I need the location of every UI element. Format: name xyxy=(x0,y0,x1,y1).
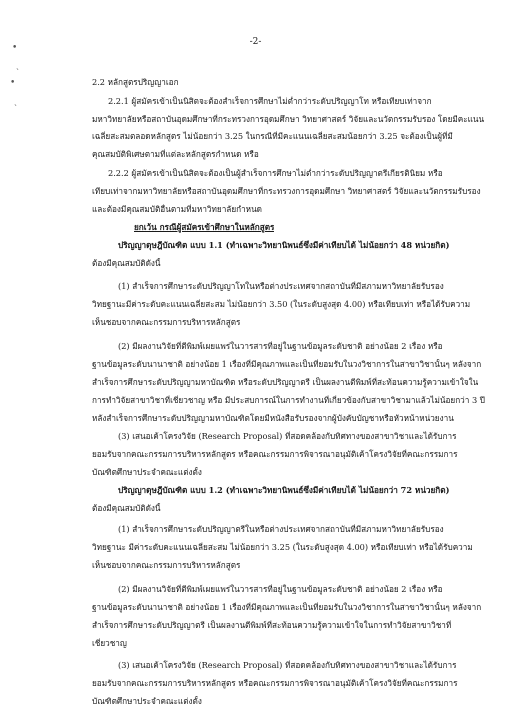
program-heading-1-2: ปริญญาดุษฎีบัณฑิต แบบ 1.2 (ทำเฉพาะวิทยานิพนธ์ซึ่งมีค่าเทียบได้ ไม่น้อยกว่า 72 หน่วยกิต) xyxy=(118,485,450,495)
margin-mark: • xyxy=(10,78,16,88)
paragraph-line: (2) มีผลงานวิจัยที่ตีพิมพ์เผยแพร่ในวารสารที่อยู่ในฐานข้อมูลระดับชาติ อย่างน้อย 2 เรื่อง หรือ xyxy=(118,341,443,351)
paragraph-line: เทียบเท่าจากมหาวิทยาลัยหรือสถาบันอุดมศึกษาที่กระทรวงการอุดมศึกษา วิทยาศาสตร์ วิจัยและนวัตกรรมรับรอง xyxy=(92,186,481,196)
exception-heading: ยกเว้น กรณีผู้สมัครเข้าศึกษาในหลักสูตร xyxy=(134,222,275,232)
paragraph-line: เห็นชอบจากคณะกรรมการบริหารหลักสูตร xyxy=(92,560,241,570)
paragraph-line: วิทยฐานะ มีค่าระดับคะแนนเฉลี่ยสะสม ไม่น้อยกว่า 3.25 (ในระดับสูงสุด 4.00) หรือเทียบเท่า หรือได้รับความ xyxy=(92,542,473,552)
paragraph-line: บัณฑิตศึกษาประจำคณะแต่งตั้ง xyxy=(92,696,202,706)
paragraph-line: (3) เสนอเค้าโครงวิจัย (Research Proposal) ที่สอดคล้องกับทิศทางของสาขาวิชาและได้รับการ xyxy=(118,431,457,441)
paragraph-line: ต้องมีคุณสมบัติดังนี้ xyxy=(92,258,161,268)
program-heading-1-1: ปริญญาดุษฎีบัณฑิต แบบ 1.1 (ทำเฉพาะวิทยานิพนธ์ซึ่งมีค่าเทียบได้ ไม่น้อยกว่า 48 หน่วยกิต) xyxy=(118,240,450,250)
page-number: -2- xyxy=(249,37,262,47)
paragraph-line: บัณฑิตศึกษาประจำคณะแต่งตั้ง xyxy=(92,467,202,477)
paragraph-line: ยอมรับจากคณะกรรมการบริหารหลักสูตร หรือคณะกรรมการพิจารณาอนุมัติเค้าโครงวิจัยที่คณะกรรมการ xyxy=(92,678,458,688)
paragraph-line: (2) มีผลงานวิจัยที่ตีพิมพ์เผยแพร่ในวารสารที่อยู่ในฐานข้อมูลระดับชาติ อย่างน้อย 2 เรื่อง หรือ xyxy=(118,584,443,594)
paragraph-line: 2.2.2 ผู้สมัครเข้าเป็นนิสิตจะต้องเป็นผู้สำเร็จการศึกษาไม่ต่ำกว่าระดับปริญญาตรีเกียรตินิยม หรือ xyxy=(108,168,443,178)
paragraph-line: สำเร็จการศึกษาระดับปริญญาตรี เป็นผลงานตีพิมพ์ที่สะท้อนความรู้ความเข้าใจในการทำวิจัยสาขาวิชาที่ xyxy=(92,620,452,630)
paragraph-line: การทำวิจัยสาขาวิชาที่เชี่ยวชาญ หรือ มีประสบการณ์ในการทำงานที่เกี่ยวข้องกับสาขาวิชามาแล้วไม่น้อยกว่า 3 ปี xyxy=(92,395,485,405)
paragraph-line: ฐานข้อมูลระดับนานาชาติ อย่างน้อย 1 เรื่องที่มีคุณภาพและเป็นที่ยอมรับในวงวิชาการในสาขาวิชานั้นๆ หลังจาก xyxy=(92,602,482,612)
paragraph-line: 2.2.1 ผู้สมัครเข้าเป็นนิสิตจะต้องสำเร็จการศึกษาไม่ต่ำกว่าระดับปริญญาโท หรือเทียบเท่าจาก xyxy=(108,96,432,106)
paragraph-line: (3) เสนอเค้าโครงวิจัย (Research Proposal) ที่สอดคล้องกับทิศทางของสาขาวิชาและได้รับการ xyxy=(118,660,457,670)
margin-mark: • xyxy=(12,43,18,53)
margin-mark: ˎ xyxy=(14,97,17,107)
paragraph-line: เชี่ยวชาญ xyxy=(92,638,127,648)
paragraph-line: คุณสมบัติพิเศษตามที่แต่ละหลักสูตรกำหนด หรือ xyxy=(92,149,259,159)
paragraph-line: วิทยฐานะมีค่าระดับคะแนนเฉลี่ยสะสม ไม่น้อยกว่า 3.50 (ในระดับสูงสุด 4.00) หรือเทียบเท่า หรือได้รับความ xyxy=(92,299,471,309)
paragraph-line: เห็นชอบจากคณะกรรมการบริหารหลักสูตร xyxy=(92,317,241,327)
paragraph-line: (1) สำเร็จการศึกษาระดับปริญญาโทในหรือต่างประเทศจากสถาบันที่มีสภามหาวิทยาลัยรับรอง xyxy=(118,281,444,291)
paragraph-line: มหาวิทยาลัยหรือสถาบันอุดมศึกษาที่กระทรวงการอุดมศึกษา วิทยาศาสตร์ วิจัยและนวัตกรรมรับรอง โดยมีคะแนน xyxy=(92,114,485,124)
paragraph-line: ต้องมีคุณสมบัติดังนี้ xyxy=(92,503,161,513)
margin-mark: ˎ xyxy=(16,61,19,71)
paragraph-line: และต้องมีคุณสมบัติอื่นตามที่มหาวิทยาลัยกำหนด xyxy=(92,204,262,214)
paragraph-line: (1) สำเร็จการศึกษาระดับปริญญาตรีในหรือต่างประเทศจากสถาบันที่มีสภามหาวิทยาลัยรับรอง xyxy=(118,524,444,534)
paragraph-line: หลังสำเร็จการศึกษาระดับปริญญามหาบัณฑิตโดยมีหนังสือรับรองจากผู้บังคับบัญชาหรือหัวหน้าหน่วยงาน xyxy=(92,413,454,423)
paragraph-line: ฐานข้อมูลระดับนานาชาติ อย่างน้อย 1 เรื่องที่มีคุณภาพและเป็นที่ยอมรับในวงวิชาการในสาขาวิชานั้นๆ หลังจาก xyxy=(92,359,482,369)
paragraph-line: เฉลี่ยสะสมตลอดหลักสูตร ไม่น้อยกว่า 3.25 ในกรณีที่มีคะแนนเฉลี่ยสะสมน้อยกว่า 3.25 จะต้องเป็นผู้ที่มี xyxy=(92,131,453,141)
paragraph-line: สำเร็จการศึกษาระดับปริญญามหาบัณฑิต หรือระดับปริญญาตรี เป็นผลงานตีพิมพ์ที่สะท้อนความรู้ความเข้าใจใน xyxy=(92,377,479,387)
paragraph-line: ยอมรับจากคณะกรรมการบริหารหลักสูตร หรือคณะกรรมการพิจารณาอนุมัติเค้าโครงวิจัยที่คณะกรรมการ xyxy=(92,449,458,459)
section-heading: 2.2 หลักสูตรปริญญาเอก xyxy=(92,77,179,87)
